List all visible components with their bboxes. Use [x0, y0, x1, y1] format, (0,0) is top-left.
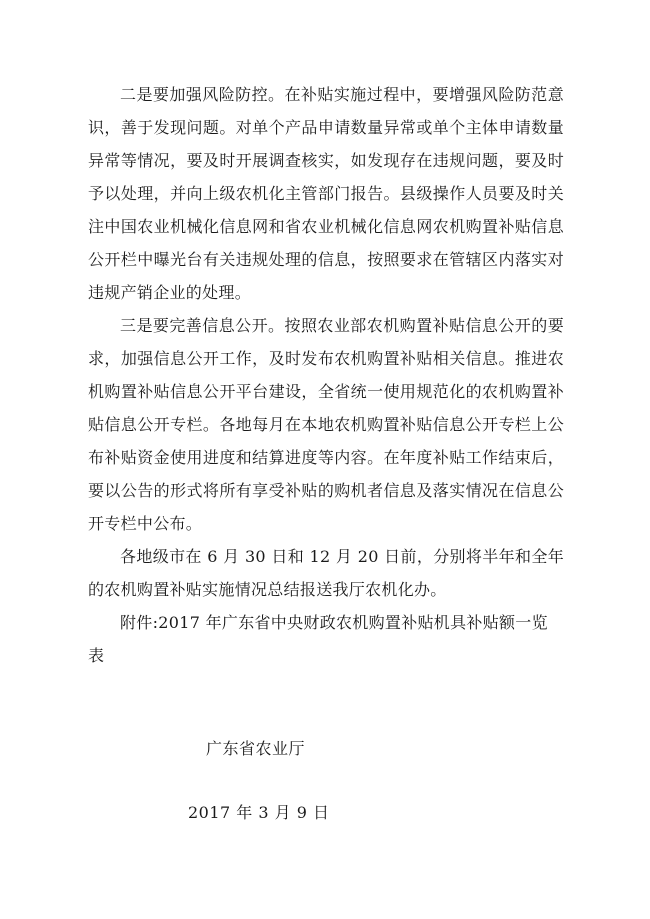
paragraph-information-disclosure: 三是要完善信息公开。按照农业部农机购置补贴信息公开的要求，加强信息公开工作，及时发布农机购置补贴相关信息。推进农机购置补贴信息公开平台建设，全省统一使用规范化的农机购置补贴信息公开专栏。各地每月在本地农机购置补贴信息公开专栏上公布补贴资金使用进度和结算进度等内容。在年度补贴工作结束后，要以公告的形式将所有享受补贴的购机者信息及落实情况在信息公开专栏中公布。: [88, 316, 564, 533]
document-body: [88, 78, 564, 672]
paragraph-reporting-deadline: 各地级市在 6 月 30 日和 12 月 20 日前，分别将半年和全年的农机购置补贴实施情况总结报送我厅农机化办。: [88, 547, 564, 599]
signature-organization: 广东省农业厅: [206, 739, 306, 758]
paragraph-risk-control: 二是要加强风险防控。在补贴实施过程中，要增强风险防范意识，善于发现问题。对单个产品申请数量异常或单个主体申请数量异常等情况，要及时开展调查核实，如发现存在违规问题，要及时予以处理，并向上级农机化主管部门报告。县级操作人员要及时关注中国农业机械化信息网和省农业机械化信息网农机购置补贴信息公开栏中曝光台有关违规处理的信息，按照要求在管辖区内落实对违规产销企业的处理。: [88, 85, 564, 302]
signature-date: 2017 年 3 月 9 日: [188, 803, 330, 822]
attachment-line: 附件:2017 年广东省中央财政农机购置补贴机具补贴额一览表: [88, 613, 548, 665]
